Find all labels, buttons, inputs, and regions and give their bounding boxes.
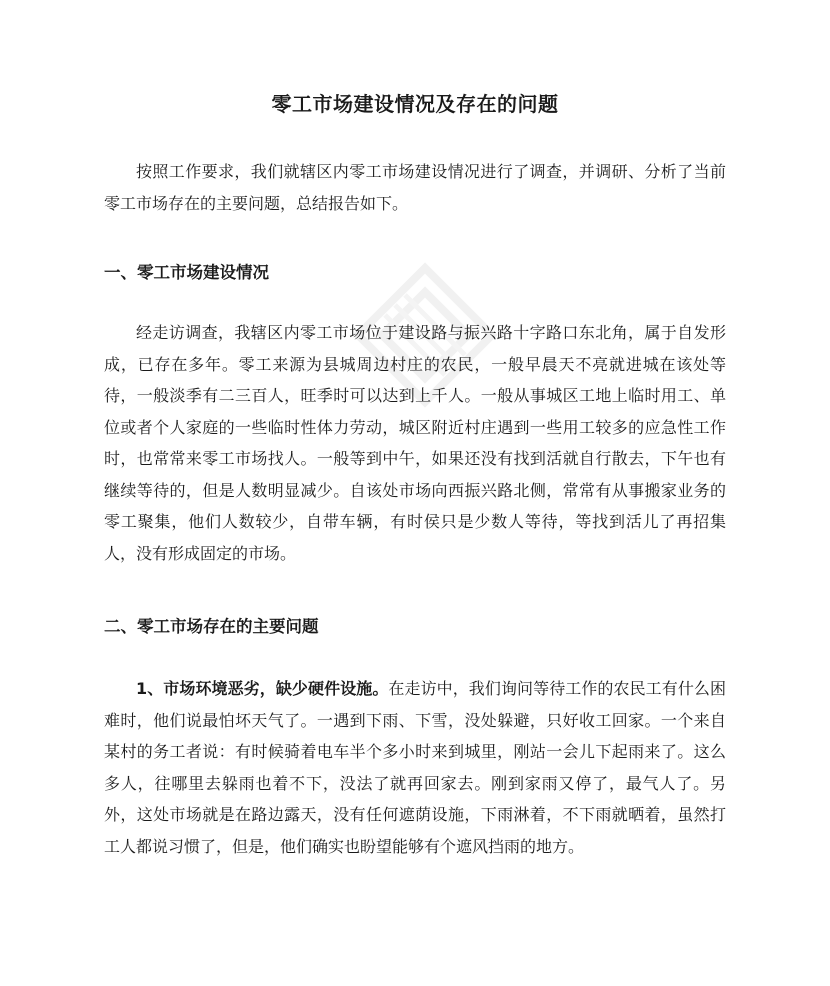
section-heading-2: 二、零工市场存在的主要问题 bbox=[104, 617, 319, 636]
section-heading-1: 一、零工市场建设情况 bbox=[104, 263, 269, 282]
section-1-paragraph: 经走访调查，我辖区内零工市场位于建设路与振兴路十字路口东北角，属于自发形成，已存在多年。零工来源为县城周边村庄的农民，一般早晨天不亮就进城在该处等待，一般淡季有二三百人，旺季时可以达到上千人。一般从事城区工地上临时用工、单位或者个人家庭的一些临时性体力劳动，城区附近村庄遇到一些用工较多的应急性工作时，也常常来零工市场找人。一般等到中午，如果还没有找到活就自行散去，下午也有继续等待的，但是人数明显减少。自该处市场向西振兴路北侧，常常有从事搬家业务的零工聚集，他们人数较少，自带车辆，有时侯只是少数人等待，等找到活儿了再招集人，没有形成固定的市场。 bbox=[104, 323, 726, 563]
item-lead-text: 1、市场环境恶劣，缺少硬件设施。 bbox=[136, 679, 389, 698]
page-title: 零工市场建设情况及存在的问题 bbox=[271, 92, 559, 116]
intro-paragraph: 按照工作要求，我们就辖区内零工市场建设情况进行了调查，并调研、分析了当前零工市场存在的主要问题，总结报告如下。 bbox=[104, 162, 726, 213]
item-body-text: 在走访中，我们询问等待工作的农民工有什么困难时，他们说最怕坏天气了。一遇到下雨、下雪，没处躲避，只好收工回家。一个来自某村的务工者说：有时候骑着电车半个多小时来到城里，刚站一会儿下起雨来了。这么多人，往哪里去躲雨也着不下，没法了就再回家去。刚到家雨又停了，最气人了。另外，这处市场就是在路边露天，没有任何遮荫设施，下雨淋着，不下雨就晒着，虽然打工人都说习惯了，但是，他们确实也盼望能够有个遮风挡雨的地方。 bbox=[104, 679, 726, 856]
section-2-paragraph bbox=[104, 673, 726, 862]
